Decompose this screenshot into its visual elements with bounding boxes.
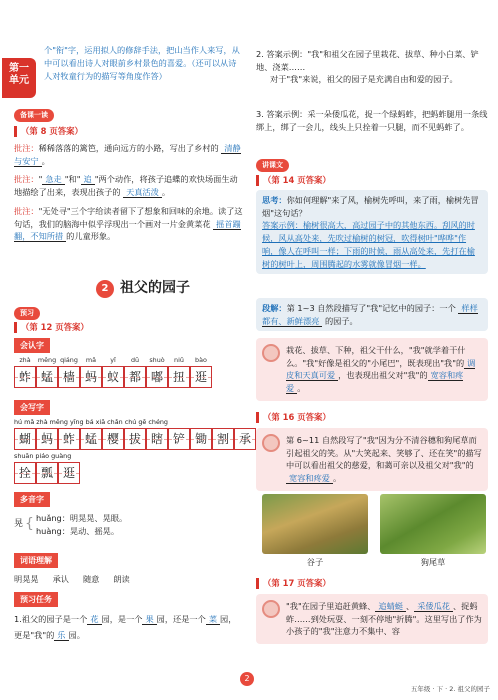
comment-box-3 xyxy=(256,594,488,644)
pizhu-text: "无处寻"三个字给读者留下了想象和回味的余地。读了这句话，我们的脑海中似乎浮现出一个画对一片金黄菜花 xyxy=(14,205,243,229)
pinyin: měng xyxy=(37,356,57,364)
sikao-text: 你如何理解"来了风，榆树先呼叫，来了雨，榆树先冒烟"这句话？ xyxy=(262,195,479,218)
pizhu-text: 两个动作，将孩子追蝶的欢快场面生动地描绘了出来，表现出孩子的 xyxy=(14,174,238,198)
pinyin-row xyxy=(14,356,212,366)
huirenzi-block xyxy=(14,356,212,388)
page-number: 2 xyxy=(240,672,254,686)
ciyu-item: 明晃晃 xyxy=(14,574,39,584)
sikao-label: 思考： xyxy=(262,195,287,205)
pizhu-text: 和 xyxy=(68,174,77,185)
lesson-heading xyxy=(96,278,190,300)
box-fill: 宽容和疼爱 xyxy=(286,370,464,394)
char-grid xyxy=(14,462,256,484)
huixiezi-label: 会写字 xyxy=(14,400,50,415)
unit-badge-line1: 第一 xyxy=(9,63,29,74)
teacher-avatar xyxy=(262,600,280,618)
lesson-number: 2 xyxy=(96,280,114,298)
char-cell: 扭 xyxy=(168,366,190,388)
renwu-part: 园，更是"我"的 xyxy=(14,614,237,640)
comment-box-2: 第 6~11 自然段写了"我"因为分不清谷穗和狗尾草而引起祖父的笑。从"大笑起来、笑够了、还在笑"的描写中可以看出祖父的慈爱，和蔼可亲以及祖父对"我"的宽容和疼爱 。 xyxy=(256,428,488,491)
yuxi-tag: 预习 xyxy=(14,307,40,320)
pizhu-fill: 天真活泼 xyxy=(123,187,162,198)
duoyin-head: 晃 xyxy=(14,518,24,529)
duoyinzi-label: 多音字 xyxy=(14,492,50,507)
pizhu-2: 批注：" 急走 "和" 追 "两个动作，将孩子追蝶的欢快场面生动地描绘了出来，表现出孩子的 天真活泼 。 xyxy=(14,174,238,198)
top-note: 个"衔"字，运用拟人的修辞手法，把山当作人来写，从中可以看出诗人对眼前乡村景色的喜爱。（还可以从诗人对牧童行为的描写等角度作答） xyxy=(44,45,240,82)
sikao-answer: 答案示例：榆树很高大，高过园子中的其他东西。刮风的时候，风从高处来，先吹过榆树的树冠，吹得树叶"哗哗"作响，像人在呼叫一样；下雨的时候，雨从高处来，先打在榆树的树叶上，周围腾起的水雾就像冒烟一样。 xyxy=(262,220,475,269)
ciyu-label: 词语理解 xyxy=(14,553,58,568)
char-cell: 瓢 xyxy=(36,462,58,484)
char-cell: 蚱 xyxy=(14,366,36,388)
pizhu-3 xyxy=(14,205,244,243)
char-cell: 逛 xyxy=(58,462,80,484)
char-cell: 樯 xyxy=(58,366,80,388)
brace-icon: { xyxy=(25,515,34,532)
unit-badge-line2: 单元 xyxy=(9,75,29,86)
char-cell: 都 xyxy=(124,366,146,388)
unit-badge xyxy=(2,58,36,98)
char-cell: 拴 xyxy=(14,462,36,484)
box-fill: 宽容和疼爱 xyxy=(286,473,333,484)
char-cell: 樱 xyxy=(102,428,124,450)
box-text: ，也表现出祖父对"我"的 xyxy=(338,370,428,381)
duanjie-label: 段解： xyxy=(262,303,287,313)
renwu-fill: 乐 xyxy=(54,630,68,641)
duoyin-row: huàng：晃动、摇晃。 xyxy=(35,525,120,536)
pizhu-block xyxy=(14,142,244,243)
pizhu-1: 批注：稀稀落落的篱笆，通向远方的小路，写出了乡村的 清静与安宁 。 xyxy=(14,143,241,166)
ciyu-item: 随意 xyxy=(82,574,100,584)
pinyin: shuò xyxy=(149,356,165,364)
char-cell: 蝴 xyxy=(14,428,36,450)
q2-text-b: 对于"我"来说，祖父的园子是充满自由和爱的园子。 xyxy=(270,74,458,85)
footer-caption: 五年级 · 下 · 2. 祖父的园子 xyxy=(410,684,490,693)
char-cell: 割 xyxy=(212,428,234,450)
pinyin: bào xyxy=(195,356,207,364)
photo-caption: 狗尾草 xyxy=(420,557,446,567)
box-text: 、 xyxy=(406,601,415,611)
sikao-box xyxy=(256,190,488,274)
huixiezi-block xyxy=(14,418,256,484)
box-fill: 追蜻蜓 xyxy=(375,601,406,612)
teacher-avatar xyxy=(262,434,280,452)
char-cell: 瞎 xyxy=(146,428,168,450)
char-grid xyxy=(14,366,212,388)
pizhu-fill: 清静与安宁 xyxy=(14,143,241,166)
lesson-title: 祖父的园子 xyxy=(120,280,190,296)
pinyin-row: shuān piáo guàng xyxy=(14,451,72,460)
renwu-fill: 果 xyxy=(142,614,156,625)
duoyin-block xyxy=(14,512,127,537)
ciyu-list xyxy=(14,573,130,586)
char-cell: 蜢 xyxy=(36,366,58,388)
millet-photo xyxy=(262,494,368,554)
pizhu-label: 批注： xyxy=(14,174,39,185)
char-cell: 蚁 xyxy=(102,366,124,388)
q3: 3. 答案示例：采一朵倭瓜花，捉一个绿蚂蚱，把蚂蚱腿用一条线绑上，绑了一会儿，线头上只拴着一只腿，而不见蚂蚱了。 xyxy=(256,109,488,132)
box-text: 第 6~11 自然段写了"我"因为分不清谷穗和狗尾草而引起祖父的笑。从"大笑起来、笑够了、还在笑"的描写中可以看出祖父的慈爱，和蔼可亲以及祖父对"我"的 xyxy=(286,435,482,471)
comment-box-1: 栽花、拔草、下种，祖父干什么，"我"就学着干什么。"我"好像是祖父的"小尾巴"，既表现出"我"的 调皮和天真可爱 ，也表现出祖父对"我"的 宽容和疼爱 。 xyxy=(256,338,488,401)
pinyin: mǎ xyxy=(85,356,97,364)
box-fill: 调皮和天真可爱 xyxy=(286,357,476,381)
box-text: "我"在园子里追赶黄蜂、 xyxy=(286,601,376,611)
char-cell: 蚂 xyxy=(36,428,58,450)
q2-text: 2. 答案示例："我"和祖父在园子里栽花、拔草、种小白菜、铲地、浇菜…… xyxy=(256,49,479,72)
pinyin: qiáng xyxy=(60,356,78,364)
pizhu-label: 批注： xyxy=(14,205,39,216)
page16-answer: （第 16 页答案） xyxy=(256,412,331,423)
char-cell: 蚂 xyxy=(80,366,102,388)
foxtail-photo xyxy=(380,494,486,554)
pizhu-text: 的儿童形象。 xyxy=(66,231,116,242)
renwu-part: 园，是一个 xyxy=(101,614,143,624)
pinyin: zhà xyxy=(19,356,31,364)
page14-answer: （第 14 页答案） xyxy=(256,175,331,186)
teacher-avatar xyxy=(262,344,280,362)
ciyu-item: 朗读 xyxy=(113,574,130,584)
renwu-text xyxy=(14,612,240,643)
duanjie-text: 第 1~3 自然段描写了"我"记忆中的园子：一个 xyxy=(286,303,456,313)
char-cell: 逛 xyxy=(190,366,212,388)
photo-caption: 谷子 xyxy=(306,557,324,567)
pizhu-fill: 急走 xyxy=(42,174,64,185)
pizhu-fill: 摇首蹦翻，不知所措 xyxy=(14,218,241,242)
pizhu-label: 批注： xyxy=(14,143,39,153)
pinyin-row: hú mǎ zhà měng yīng bá xiā chǎn chú gē chéng xyxy=(14,418,168,426)
renwu-part: 园，还是一个 xyxy=(156,614,206,624)
page8-answer: （第 8 页答案） xyxy=(14,126,83,137)
jiangke-tag: 讲课文 xyxy=(256,159,289,172)
renwu-fill: 花 xyxy=(87,614,101,625)
duanjie-fill: 样样都有、新鲜漂亮 xyxy=(262,303,478,326)
duanjie-box xyxy=(256,298,488,331)
char-cell: 蚱 xyxy=(58,428,80,450)
char-cell: 承 xyxy=(234,428,256,450)
duoyin-row: huǎng：明晃晃、晃眼。 xyxy=(35,513,128,523)
char-grid xyxy=(14,428,256,450)
box-text: 栽花、拔草、下种，祖父干什么，"我"就学着干什么。"我"好像是祖父的"小尾巴"，既表现出"我"的 xyxy=(286,345,466,368)
renwu-fill: 菜 xyxy=(206,614,220,625)
char-cell: 嘟 xyxy=(146,366,168,388)
pinyin: niǔ xyxy=(174,356,184,364)
q2 xyxy=(256,48,488,86)
char-cell: 蜢 xyxy=(80,428,102,450)
page12-answer: （第 12 页答案） xyxy=(14,322,89,333)
duanjie-tail: 的园子。 xyxy=(324,315,358,326)
page17-answer: （第 17 页答案） xyxy=(256,578,331,589)
pizhu-text: 稀稀落落的篱笆，通向远方的小路，写出了乡村的 xyxy=(38,143,219,153)
pinyin: yǐ xyxy=(110,356,116,364)
ciyu-item: 承认 xyxy=(52,574,69,584)
char-cell: 拔 xyxy=(124,428,146,450)
box-text: 、捉蚂蚱……到处玩耍、一刻不停地"折腾"。这里写出了作为小孩子的"我"注意力不集中、容 xyxy=(286,601,482,637)
pizhu-fill: 追 xyxy=(81,174,95,185)
renwu-part: 1.祖父的园子是一个 xyxy=(14,614,88,624)
renwu-label: 预习任务 xyxy=(14,592,58,607)
huirenzi-label: 会认字 xyxy=(14,338,50,353)
renwu-part: 园。 xyxy=(68,629,85,640)
char-cell: 锄 xyxy=(190,428,212,450)
yuedu-tag: 备课一读 xyxy=(14,109,54,122)
pinyin: dū xyxy=(130,356,140,364)
char-cell: 铲 xyxy=(168,428,190,450)
box-fill: 采倭瓜花 xyxy=(414,601,453,612)
